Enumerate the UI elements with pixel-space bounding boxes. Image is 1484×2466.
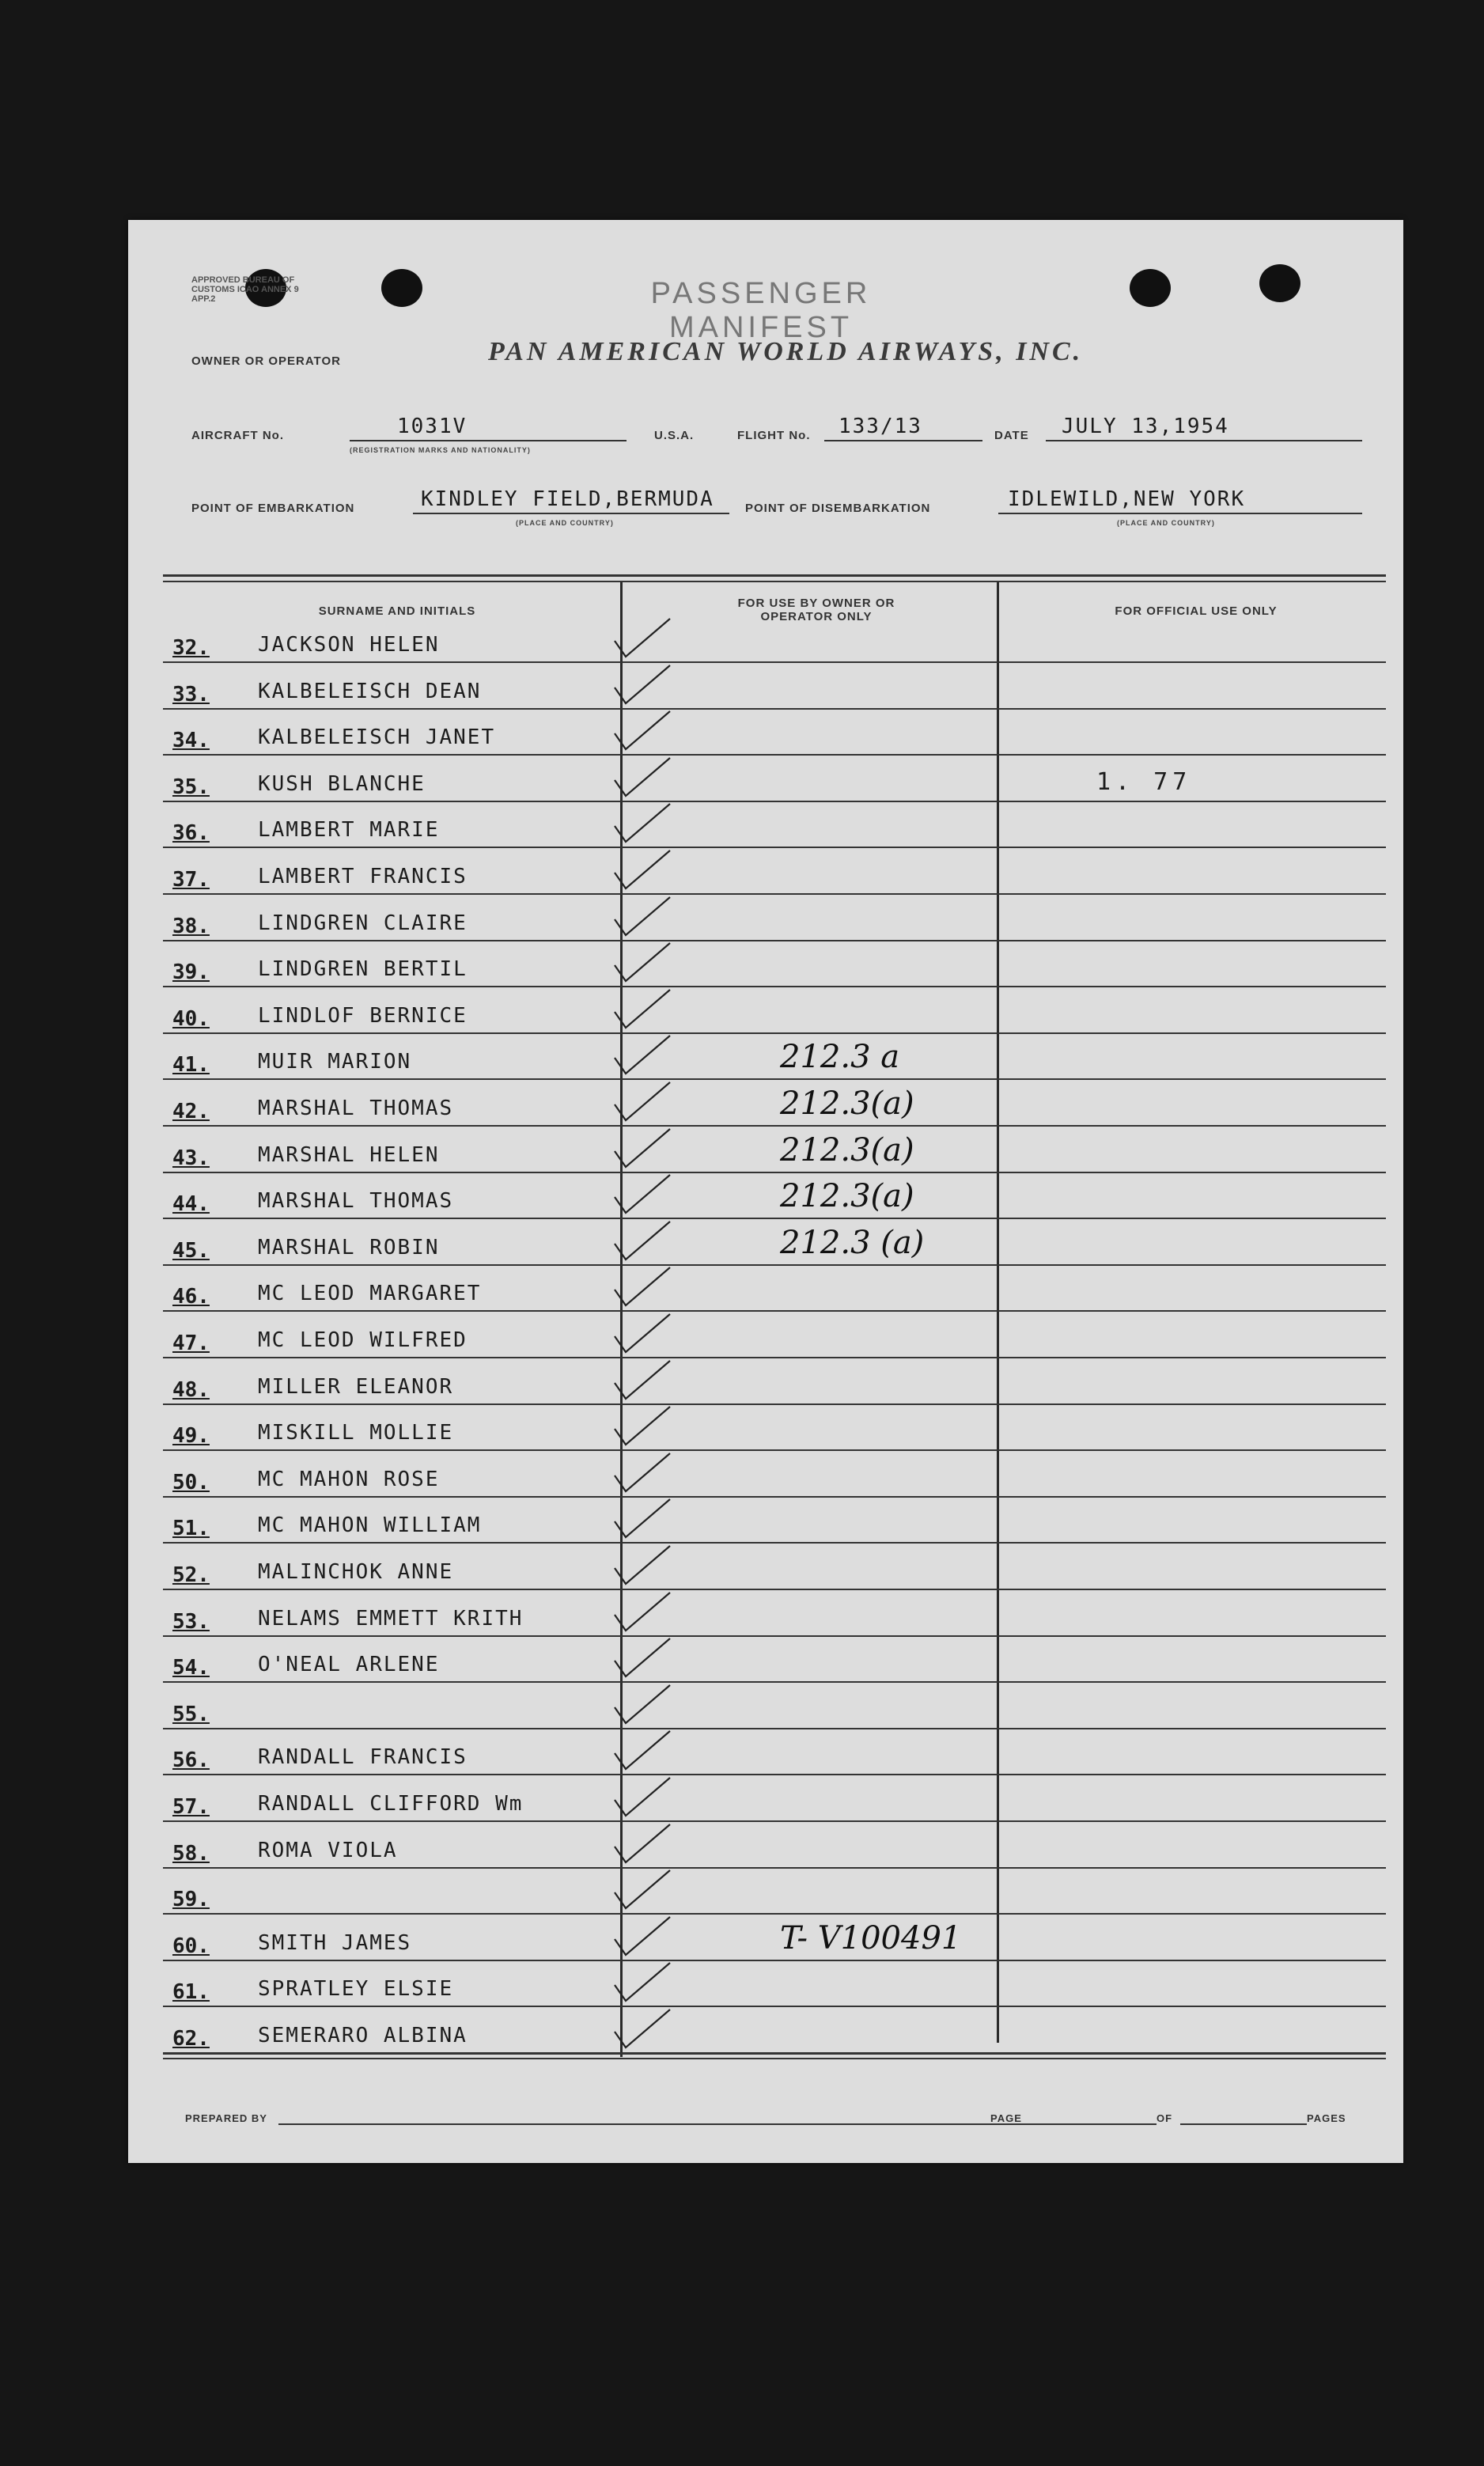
check-mark-icon [610,1866,673,1913]
passenger-name: ROMA VIOLA [258,1839,398,1862]
passenger-row [163,1266,1386,1312]
registration-note: (REGISTRATION MARKS AND NATIONALITY) [350,446,531,454]
row-rule [163,1589,1386,1590]
passenger-row [163,710,1386,756]
passenger-name: LAMBERT MARIE [258,818,440,842]
flight-date: JULY 13,1954 [1062,415,1229,438]
row-number: 41. [172,1053,210,1077]
row-number: 44. [172,1192,210,1216]
row-number: 58. [172,1842,210,1866]
check-mark-icon [610,1634,673,1681]
check-mark-icon [610,1170,673,1218]
aircraft-label: AIRCRAFT No. [191,429,284,442]
disembarkation-place: IDLEWILD,NEW YORK [1008,487,1246,511]
row-number: 62. [172,2027,210,2051]
passenger-name: MARSHAL HELEN [258,1143,440,1167]
underline [998,513,1362,514]
operator-name: PAN AMERICAN WORLD AIRWAYS, INC. [488,337,1084,366]
row-number: 39. [172,960,210,984]
passenger-name: MC MAHON WILLIAM [258,1513,482,1537]
passenger-row [163,1173,1386,1219]
official-use-entry: 1. 77 [1096,768,1192,796]
passenger-name: O'NEAL ARLENE [258,1653,440,1676]
passenger-name: MARSHAL ROBIN [258,1236,440,1260]
passenger-row [163,664,1386,710]
row-number: 37. [172,868,210,892]
row-rule [163,1357,1386,1358]
row-number: 55. [172,1703,210,1726]
check-mark-icon [610,1958,673,2006]
check-mark-icon [610,892,673,940]
row-rule [163,1774,1386,1775]
table-bottom-rule [163,2052,1386,2055]
row-rule [163,847,1386,848]
passenger-name: KALBELEISCH DEAN [258,680,482,703]
check-mark-icon [610,1773,673,1820]
passenger-row [163,802,1386,848]
manifest-sheet [128,220,1403,2163]
passenger-name: RANDALL FRANCIS [258,1745,468,1769]
date-label: DATE [994,429,1029,442]
flight-label: FLIGHT No. [737,429,811,442]
surname-column-header: SURNAME AND INITIALS [318,604,476,618]
table-top-rule [163,581,1386,582]
official-column-header: FOR OFFICIAL USE ONLY [1115,604,1278,618]
row-number: 45. [172,1239,210,1263]
passenger-name: MALINCHOK ANNE [258,1560,454,1584]
row-number: 50. [172,1471,210,1494]
check-mark-icon [610,1263,673,1310]
check-mark-icon [610,1449,673,1496]
check-mark-icon [610,614,673,661]
passenger-row [163,1684,1386,1729]
underline [413,513,729,514]
check-mark-icon [610,1541,673,1589]
place-note: (PLACE AND COUNTRY) [1117,519,1215,527]
row-number: 53. [172,1610,210,1634]
passenger-name: MUIR MARION [258,1050,412,1074]
check-mark-icon [610,706,673,754]
row-rule [163,1078,1386,1080]
passenger-row [163,1034,1386,1080]
check-mark-icon [610,1124,673,1172]
passenger-row [163,1915,1386,1961]
row-number: 56. [172,1748,210,1772]
disembarkation-label: POINT OF DISEMBARKATION [745,502,931,515]
passenger-row [163,1081,1386,1127]
form-title: PASSENGER MANIFEST [650,277,872,344]
row-number: 46. [172,1285,210,1309]
passenger-row [163,941,1386,987]
embarkation-label: POINT OF EMBARKATION [191,502,355,515]
passenger-name: MILLER ELEANOR [258,1375,454,1399]
passenger-name: NELAMS EMMETT KRITH [258,1607,524,1631]
punch-hole [1130,269,1171,307]
underline [1030,2123,1157,2125]
passenger-name: MC LEOD WILFRED [258,1328,468,1352]
check-mark-icon [610,2005,673,2052]
passenger-name: MARSHAL THOMAS [258,1189,454,1213]
page-label: PAGE [990,2112,1022,2124]
passenger-row [163,1729,1386,1775]
handwritten-annotation: T- V100491 [780,1920,962,1957]
passenger-name: KALBELEISCH JANET [258,725,496,749]
row-number: 32. [172,636,210,660]
embarkation-place: KINDLEY FIELD,BERMUDA [421,487,714,511]
prepared-by-label: PREPARED BY [185,2112,267,2124]
passenger-row [163,1452,1386,1498]
pages-label: PAGES [1307,2112,1346,2124]
check-mark-icon [610,753,673,801]
row-number: 59. [172,1888,210,1911]
underline [350,440,627,441]
passenger-name: MC MAHON ROSE [258,1468,440,1491]
row-number: 54. [172,1656,210,1680]
check-mark-icon [610,1078,673,1125]
row-number: 36. [172,821,210,845]
check-mark-icon [610,1402,673,1449]
passenger-row [163,1359,1386,1405]
passenger-name: SEMERARO ALBINA [258,2024,468,2047]
passenger-row [163,1313,1386,1358]
passenger-name: MC LEOD MARGARET [258,1282,482,1305]
row-rule [163,661,1386,663]
check-mark-icon [610,1217,673,1264]
passenger-row [163,617,1386,663]
handwritten-annotation: 212.3(a) [780,1085,914,1122]
of-label: OF [1157,2112,1173,2124]
check-mark-icon [610,661,673,708]
passenger-row [163,1823,1386,1869]
passenger-row [163,1405,1386,1451]
underline [1046,440,1362,441]
row-rule [163,754,1386,756]
passenger-row [163,1591,1386,1637]
aircraft-number: 1031V [397,415,468,438]
row-number: 34. [172,729,210,752]
check-mark-icon [610,799,673,847]
punch-hole [381,269,422,307]
check-mark-icon [610,1309,673,1357]
row-number: 52. [172,1563,210,1587]
row-rule [163,1681,1386,1683]
check-mark-icon [610,1031,673,1078]
passenger-name: LAMBERT FRANCIS [258,865,468,888]
handwritten-annotation: 212.3(a) [780,1178,914,1214]
row-number: 61. [172,1980,210,2004]
row-rule [163,1820,1386,1822]
row-number: 42. [172,1100,210,1123]
passenger-name: MISKILL MOLLIE [258,1421,454,1445]
passenger-row [163,1498,1386,1544]
passenger-row [163,1776,1386,1822]
check-mark-icon [610,1588,673,1635]
passenger-row [163,1869,1386,1915]
passenger-name: SMITH JAMES [258,1931,412,1955]
table-top-rule [163,574,1386,577]
passenger-name: JACKSON HELEN [258,633,440,657]
check-mark-icon [610,1912,673,1960]
row-number: 57. [172,1795,210,1819]
check-mark-icon [610,985,673,1032]
row-rule [163,1125,1386,1127]
punch-hole [1259,264,1300,302]
row-rule [163,986,1386,987]
passenger-row [163,896,1386,941]
row-rule [163,1449,1386,1451]
row-number: 48. [172,1378,210,1402]
passenger-name: LINDLOF BERNICE [258,1004,468,1028]
row-rule [163,893,1386,895]
check-mark-icon [610,1356,673,1403]
row-rule [163,1218,1386,1219]
passenger-name: KUSH BLANCHE [258,772,426,796]
row-number: 33. [172,683,210,706]
owner-label: OWNER OR OPERATOR [191,354,341,368]
passenger-row [163,1961,1386,2007]
check-mark-icon [610,1680,673,1728]
check-mark-icon [610,1494,673,1542]
row-number: 60. [172,1934,210,1958]
approval-note: APPROVED BUREAU OF CUSTOMS ICAO ANNEX 9 APP.2 [191,275,299,304]
row-rule [163,2006,1386,2007]
check-mark-icon [610,1726,673,1774]
check-mark-icon [610,1820,673,1867]
passenger-row [163,1637,1386,1683]
handwritten-annotation: 212.3 a [780,1039,900,1075]
row-rule [163,1913,1386,1915]
check-mark-icon [610,846,673,893]
table-bottom-rule [163,2058,1386,2059]
check-mark-icon [610,938,673,986]
row-number: 51. [172,1517,210,1540]
row-number: 49. [172,1424,210,1448]
place-note: (PLACE AND COUNTRY) [516,519,614,527]
passenger-row [163,988,1386,1034]
handwritten-annotation: 212.3 (a) [780,1225,925,1261]
row-number: 38. [172,915,210,938]
passenger-name: LINDGREN BERTIL [258,957,468,981]
row-number: 40. [172,1007,210,1031]
row-number: 47. [172,1331,210,1355]
handwritten-annotation: 212.3(a) [780,1132,914,1169]
passenger-row [163,1127,1386,1173]
passenger-row [163,849,1386,895]
passenger-name: LINDGREN CLAIRE [258,911,468,935]
row-number: 35. [172,775,210,799]
nationality-label: U.S.A. [654,429,695,442]
passenger-row [163,1220,1386,1266]
passenger-name: SPRATLEY ELSIE [258,1977,454,2001]
passenger-row [163,2008,1386,2054]
passenger-row [163,1544,1386,1590]
passenger-row [163,756,1386,802]
underline [824,440,982,441]
flight-number: 133/13 [839,415,922,438]
row-rule [163,1542,1386,1544]
owner-column-header: FOR USE BY OWNER OR OPERATOR ONLY [737,597,895,623]
passenger-name: MARSHAL THOMAS [258,1097,454,1120]
row-number: 43. [172,1146,210,1170]
row-rule [163,1310,1386,1312]
underline [1180,2123,1307,2125]
passenger-name: RANDALL CLIFFORD Wm [258,1792,524,1816]
